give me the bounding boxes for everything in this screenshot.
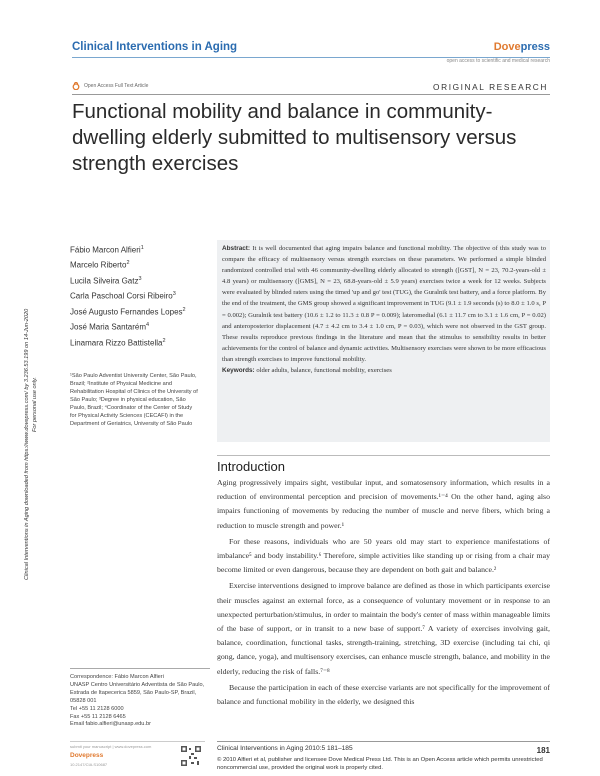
- correspondence-rule: [70, 668, 210, 669]
- correspondence-fax: Fax +55 11 2128 6465: [70, 713, 126, 720]
- page-number: 181: [536, 746, 550, 755]
- footer-rule: [217, 741, 550, 742]
- paragraph: Aging progressively impairs sight, vestibular input, and somatosensory information, which results in a reduction of environmental perception and precision of movements.¹⁻⁴ On the other hand, aging also impairs functioning of movements by reducing the number of muscle and nerve fibers, which bring a reduction to muscle strength and power.¹: [217, 478, 550, 530]
- abstract-label: Abstract:: [222, 245, 251, 252]
- paragraph: Exercise interventions designed to improve balance are defined as those in which participants exercise their muscles against an external force, as a consequence of voluntary movement or in response to an unexpected perturbation/stimulus, in order to maintain the body's center of mass within manageable limits of the base of support, or in transit to a new base of support.⁷ A variety of exercises involving gait, balance, coordination, functional tasks, strength-training, stretching, 3D exercise (including tai chi, qi gong, dance, yoga), and multisensory exercises, can enhance muscle strength, balance, and mobility in the elderly, reducing the risk of falls.⁷⁻⁸: [217, 581, 550, 676]
- title-rule: [72, 94, 550, 95]
- journal-title[interactable]: Clinical Interventions in Aging: [72, 41, 238, 53]
- author-list: [70, 242, 210, 350]
- paragraph: Because the participation in each of these exercise variants are not specifically for the improvement of balance and functional mobility in the elderly, we designed this: [217, 682, 550, 707]
- author[interactable]: José Augusto Fernandes Lopes$^2$: [70, 306, 186, 317]
- article-title: Functional mobility and balance in community-dwelling elderly submitted to multisensory versus strength exercises: [72, 100, 517, 175]
- author[interactable]: Linamara Rizzo Battistella$^2$: [70, 337, 166, 348]
- abstract: [222, 243, 546, 376]
- article-section: ORIGINAL RESEARCH: [433, 82, 548, 92]
- submit-link[interactable]: submit your manuscript | www.dovepress.com: [70, 744, 152, 749]
- publisher-logo-suffix: press: [520, 41, 550, 53]
- keywords: older adults, balance, functional mobility, exercises: [256, 367, 392, 375]
- open-access-lock-icon: [72, 82, 80, 90]
- abstract-body: It is well documented that aging impairs balance and functional mobility. The objective of this study was to compare the efficacy of multisensory versus strength exercises on these parameters. We performed a simple blinded randomized controlled trial with 46 community-dwelling elderly allocated to strength ([GST], N = 23, 70.2-years-old ± 4.8 years) or multisensory ([GMS], N = 23, 68.8-years-old ± 5.9 years) exercises twice a week for 12 weeks. Subjects were evaluated by blinded raters using the timed 'up and go' test (TUG), the Guralnik test battery, and a force platform. By the end of the treatment, the GMS group showed a significant improvement in TUG (9.1 ± 1.9 seconds (s) to 8.0 ± 1.0 s, P = 0.002); Guralnik test battery (10.6 ± 1.2 to 11.3 ± 0.8 P = 0.009); lateromedial (6.1 ± 11.7 cm to 3.1 ± 1.6 cm, P = 0.02) and anteroposterior displacement (4.7 ± 4.2 cm to 3.4 ± 1.0 cm, P = 0.03), which were not observed in the GST group. These results reproduce previous findings in the literature and mean that the stimulus to sensibility results in better achievements for the control of balance and dynamic activities. Multisensory exercises were shown to be more efficacious than strength exercises to improve functional mobility.: [222, 245, 546, 363]
- copyright-notice: © 2010 Alfieri et al, publisher and licensee Dove Medical Press Ltd. This is an Open Access article which permits unrestricted noncommercial use, provided the original work is properly cited.: [217, 757, 543, 771]
- correspondence-name: Correspondence: Fábio Marcon Alfieri: [70, 674, 164, 680]
- affiliations: ¹São Paulo Adventist University Center, São Paulo, Brazil; ²Institute of Physical Medicine and Rehabilitation Hospital of Clinics of the University of São Paulo; ³Degree in physical education, São Paulo, Brazil; ⁴Coordinator of the Center of Study for Physical Activity Sciences (CECAFI) in the Department of Geriatrics, University of São Paulo: [70, 373, 198, 427]
- author[interactable]: Fábio Marcon Alfieri$^1$: [70, 245, 144, 255]
- publisher-logo-main: Dove: [493, 41, 521, 53]
- footer-dove-logo[interactable]: Dovepress: [70, 752, 104, 759]
- open-access-label: Open Access Full Text Article: [84, 83, 149, 89]
- keywords-label: Keywords:: [222, 367, 255, 375]
- author[interactable]: José Maria Santarém$^4$: [70, 322, 150, 332]
- publisher-tagline: open access to scientific and medical research: [446, 58, 550, 64]
- author[interactable]: Carla Paschoal Corsi Ribeiro$^3$: [70, 291, 176, 302]
- correspondence-tel: Tel +55 11 2128 6000: [70, 705, 124, 712]
- author[interactable]: Marcelo Riberto$^2$: [70, 260, 130, 271]
- correspondence: [70, 674, 210, 729]
- correspondence-address: UNASP Centro Universitário Adventista de São Paulo, Estrada de Itapecerica 5859, São Paulo-SP, Brazil, 05828 001: [70, 681, 205, 704]
- open-access-badge: [72, 82, 148, 90]
- introduction-body: [217, 476, 550, 709]
- publisher-logo[interactable]: [494, 41, 550, 53]
- author[interactable]: Lucila Silveira Gatz$^3$: [70, 275, 142, 286]
- submit-rule: [70, 741, 205, 742]
- download-note: Clinical Interventions in Aging downloaded from https://www.dovepress.com/ by 3.236.53.199 on 14-Jun-2020: [24, 308, 30, 580]
- correspondence-email[interactable]: Email fabio.alfieri@unasp.edu.br: [70, 721, 151, 728]
- footer-citation: Clinical Interventions in Aging 2010:5 181–185: [217, 745, 353, 752]
- introduction-heading: Introduction: [217, 459, 285, 474]
- doi[interactable]: 10.2147/CIA.S10687: [70, 762, 108, 767]
- personal-use-note: For personal use only.: [32, 377, 38, 432]
- paragraph: For these reasons, individuals who are 50 years old may start to experience manifestations of imbalance⁵ and body instability.⁶ Therefore, simple activities like standing up or rising from a chair may become limited or even dangerous, because they are dependent on both gait and balance.²: [217, 536, 550, 575]
- download-sidebar: [2, 150, 38, 580]
- qr-code-icon[interactable]: [180, 745, 202, 767]
- introduction-rule: [217, 455, 550, 456]
